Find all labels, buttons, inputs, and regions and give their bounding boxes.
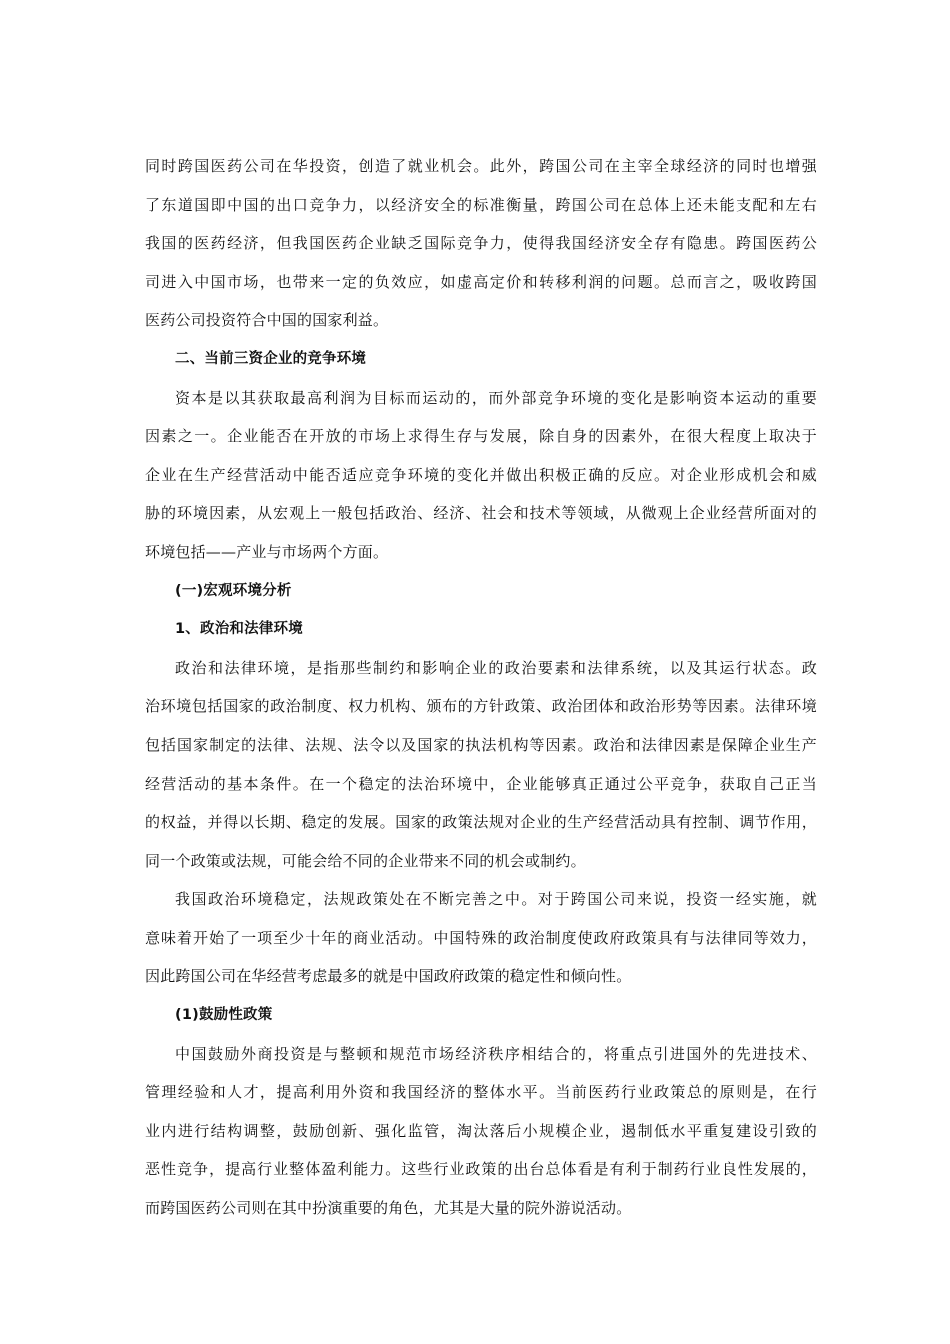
paragraph-line: 恶性竞争，提高行业整体盈利能力。这些行业政策的出台总体看是有利于制药行业良性发展的， [145,1160,817,1179]
subsection-heading: 1、政治和法律环境 [175,621,303,638]
paragraph-line: 胁的环境因素，从宏观上一般包括政治、经济、社会和技术等领域，从微观上企业经营所面对的 [145,504,817,523]
paragraph-line: 同时跨国医药公司在华投资，创造了就业机会。此外，跨国公司在主宰全球经济的同时也增强 [145,157,817,175]
paragraph-line: 同一个政策或法规，可能会给不同的企业带来不同的机会或制约。 [145,851,586,870]
paragraph-line: 包括国家制定的法律、法规、法令以及国家的执法机构等因素。政治和法律因素是保障企业生产 [145,735,817,754]
paragraph-line: 了东道国即中国的出口竞争力，以经济安全的标准衡量，跨国公司在总体上还未能支配和左右 [145,195,817,214]
paragraph-line: 环境包括——产业与市场两个方面。 [145,542,389,561]
paragraph-line: 医药公司投资符合中国的国家利益。 [145,311,389,330]
paragraph-line: 我国的医药经济，但我国医药企业缺乏国际竞争力，使得我国经济安全存有隐患。跨国医药公 [145,234,817,253]
section-heading: 二、当前三资企业的竞争环境 [175,350,367,367]
paragraph-line: 司进入中国市场，也带来一定的负效应，如虚高定价和转移利润的问题。总而言之，吸收跨国 [145,272,817,291]
paragraph-line: 因此跨国公司在华经营考虑最多的就是中国政府政策的稳定性和倾向性。 [145,967,632,986]
paragraph-line: 我国政治环境稳定，法规政策处在不断完善之中。对于跨国公司来说，投资一经实施，就 [175,890,817,909]
paragraph-line: 的权益，并得以长期、稳定的发展。国家的政策法规对企业的生产经营活动具有控制、调节作用， [145,813,817,832]
paragraph-line: 政治和法律环境，是指那些制约和影响企业的政治要素和法律系统，以及其运行状态。政 [175,658,817,677]
paragraph-line: 经营活动的基本条件。在一个稳定的法治环境中，企业能够真正通过公平竞争，获取自己正当 [145,774,817,793]
paragraph-line: 业内进行结构调整，鼓励创新、强化监管，淘汰落后小规模企业，遏制低水平重复建设引致的 [145,1121,817,1140]
paragraph-line: 意味着开始了一项至少十年的商业活动。中国特殊的政治制度使政府政策具有与法律同等效力， [145,928,817,947]
paragraph-line: 而跨国医药公司则在其中扮演重要的角色，尤其是大量的院外游说活动。 [145,1199,632,1218]
paragraph-line: 治环境包括国家的政治制度、权力机构、颁布的方针政策、政治团体和政治形势等因素。法律环境 [145,697,817,716]
subsection-heading: (1)鼓励性政策 [175,1007,273,1024]
paragraph-line: 资本是以其获取最高利润为目标而运动的，而外部竞争环境的变化是影响资本运动的重要 [175,388,817,407]
paragraph-line: 管理经验和人才，提高利用外资和我国经济的整体水平。当前医药行业政策总的原则是，在行 [145,1083,817,1102]
paragraph-line: 中国鼓励外商投资是与整顿和规范市场经济秩序相结合的，将重点引进国外的先进技术、 [175,1044,817,1063]
paragraph-line: 企业在生产经营活动中能否适应竞争环境的变化并做出积极正确的反应。对企业形成机会和威 [145,465,817,484]
subsection-heading: (一)宏观环境分析 [175,582,292,599]
document-body [145,147,817,1228]
paragraph-line: 因素之一。企业能否在开放的市场上求得生存与发展，除自身的因素外，在很大程度上取决于 [145,427,817,446]
